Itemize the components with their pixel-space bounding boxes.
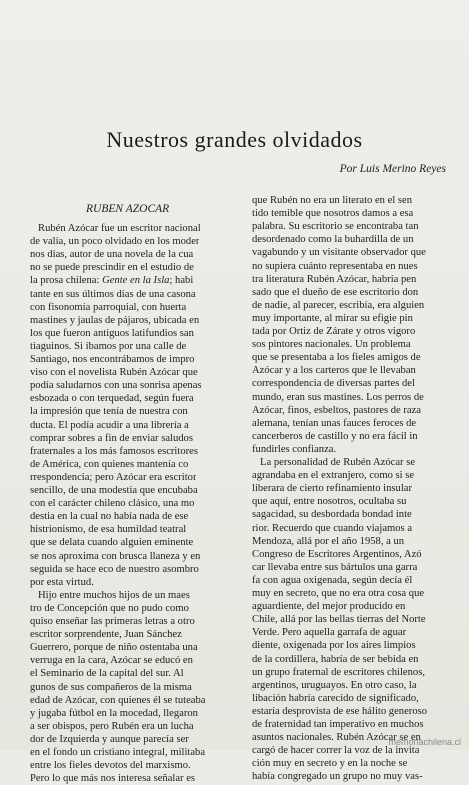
- left-column-line: de valía, un poco olvidado en los moder: [30, 236, 200, 248]
- right-column-line: sagacidad, su desbordada bondad inte: [252, 509, 412, 521]
- right-column-line: fundirles confianza.: [252, 443, 337, 455]
- right-column-line: no supiera cuánto representaba en nues: [252, 260, 418, 272]
- footer-watermark: memoriachilena.cl: [388, 737, 461, 747]
- left-column-line: la impresión que tenía de nuestra con: [30, 406, 188, 418]
- right-column-line: correspondencia de diversas partes del: [252, 378, 415, 390]
- left-column-line: seguida se hace eco de nuestro asombro: [30, 563, 199, 575]
- left-column-line: Rubén Azócar fue un escritor nacional: [38, 223, 201, 234]
- left-column-line: rrespondencia; pero Azócar era escritor: [30, 471, 197, 483]
- left-column-line: destia en la cual no había nada de ese: [30, 511, 189, 523]
- right-column-line: sado que el dueño de ese escritorio don: [252, 286, 419, 298]
- left-column-line: gunos de sus compañeros de la misma: [30, 681, 192, 693]
- right-column-line: Mendoza, allá por el año 1958, a un: [252, 535, 405, 547]
- left-column-line: sencillo, de una modestia que encubaba: [30, 485, 198, 496]
- right-column-line: mundo, eran sus mastines. Los perros de: [252, 391, 424, 403]
- article-byline: Por Luis Merino Reyes: [339, 163, 446, 175]
- left-column-line: la prosa chilena: Gente en la Isla; habi: [30, 275, 194, 287]
- left-column-line: ducta. El podía acudir a una librería a: [30, 419, 189, 431]
- right-column-line: alemana, tenían unas fauces feroces de: [252, 417, 417, 429]
- section-heading: RUBEN AZOCAR: [86, 203, 170, 215]
- left-column-line: podía saludarnos con una sonrisa apenas: [30, 380, 202, 392]
- right-column-line: Congreso de Escritores Argentinos, Azó: [252, 548, 422, 560]
- right-column-line: ción muy en secreto y en la noche se: [252, 758, 408, 770]
- right-column-line: estaría desprovista de ese hálito generoso: [252, 705, 428, 717]
- article-title: Nuestros grandes olvidados: [106, 126, 363, 152]
- left-column-line: tante en sus últimos días de una casona: [30, 288, 196, 300]
- right-column-line: Chile, allá por las bellas tierras del Norte: [252, 614, 426, 626]
- left-column-line: entre los fieles devotos del marxismo.: [30, 760, 191, 772]
- left-column-line: viso con el novelista Rubén Azócar que: [30, 367, 198, 379]
- right-column-line: cancerberos de castillo y no era fácil in: [252, 430, 418, 442]
- left-column-line: Santiago, nos encontrábamos de impro: [30, 354, 195, 365]
- right-column-line: que Rubén no era un literato en el sen: [252, 195, 413, 206]
- right-column-line: cargó de hacer correr la voz de la invita: [252, 745, 420, 757]
- right-column-line: de nadie, al parecer, escribía, era alguien: [252, 299, 425, 311]
- left-column-line: con fisonomía parroquial, con huerta: [30, 301, 187, 313]
- left-column-line: no se puede prescindir en el estudio de: [30, 262, 194, 274]
- right-column-line: vagabundo y un visitante observador que: [252, 247, 426, 259]
- right-column-line: fa con agua oxigenada, según decía él: [252, 574, 413, 586]
- right-column-line: Verde. Pero aquella garrafa de aguar: [252, 627, 407, 639]
- right-column-line: tra literatura Rubén Azócar, habría pen: [252, 273, 417, 285]
- right-column-line: tada por Ortiz de Zárate y otros vigoro: [252, 326, 416, 337]
- right-column-line: rior. Recuerdo que cuando viajamos a: [252, 522, 413, 534]
- right-column-line: agrandaba en el extranjero, como si se: [252, 470, 415, 482]
- left-column-line: nos días, autor de una novela de la cua: [30, 249, 194, 261]
- left-column-line: dor de Izquierda y aunque parecía ser: [30, 733, 189, 745]
- right-column-line: car llevaba entre sus bártulos una garra: [252, 561, 418, 573]
- left-column-line: con el carácter chileno clásico, una mo: [30, 498, 195, 510]
- right-column-line: que se presentaba a los fieles amigos de: [252, 352, 421, 364]
- left-column-line: tiaguinos. Si íbamos por una calle de: [30, 340, 187, 352]
- right-column-line: argentinos, uruguayos. En otro caso, la: [252, 679, 417, 691]
- right-column-line: que aquí, entre nosotros, ocultaba su: [252, 496, 407, 508]
- left-column-line: de América, con quienes mantenía co: [30, 458, 189, 470]
- left-column-line: tro de Concepción que no pudo como: [30, 602, 189, 614]
- left-column-line: mastines y jaulas de pájaros, ubicada en: [30, 314, 200, 326]
- right-column-line: aguardiente, del mejor producido en: [252, 601, 406, 613]
- left-column-line: Guerrero, porque de niño ostentaba una: [30, 642, 198, 654]
- right-column-line: Azócar, finos, esbeltos, pastores de raza: [252, 404, 422, 416]
- right-column-line: desordenado como la buhardilla de un: [252, 234, 414, 246]
- left-column-line: quiso enseñar las primeras letras a otro: [30, 616, 195, 627]
- right-column-line: libación habría carecido de significado,: [252, 692, 419, 704]
- left-column-line: se nos aproxima con brusca llaneza y en: [30, 550, 201, 562]
- left-column-line: Pero lo que más nos interesa señalar es: [30, 773, 196, 785]
- right-column-line: asuntos nacionales. Rubén Azócar se en: [252, 732, 421, 744]
- right-column-line: liberara de cierto refinamiento insular: [252, 483, 413, 495]
- left-column-line: los que fueron antiguos latifundios san: [30, 327, 194, 339]
- right-column-line: muy importante, al mirar su efigie pin: [252, 312, 413, 324]
- left-column-line: escritor sorprendente, Juan Sánchez: [30, 629, 182, 641]
- right-column-line: de fraternidad tan imperativo en muchos: [252, 719, 424, 730]
- left-column-line: el Seminario de la capital del sur. Al: [30, 668, 184, 680]
- left-column-line: en el fondo un cristiano integral, militaba: [30, 747, 206, 758]
- left-column-line: fraternales a los más famosos escritores: [30, 445, 198, 457]
- left-column-line: que se delata cuando alguien eminente: [30, 537, 194, 549]
- right-column-line: diente, oxigenada por los aires limpios: [252, 640, 416, 652]
- right-column-line: un grupo fraternal de escritores chilenos,: [252, 666, 425, 678]
- right-column-line: había congregado un grupo no muy vas-: [252, 771, 423, 783]
- right-column-line: muy en secreto, que no era otra cosa que: [252, 588, 425, 599]
- left-column-line: Hijo entre muchos hijos de un maes: [38, 589, 190, 601]
- left-column-line: edad de Azócar, con quienes él se tuteaba: [30, 694, 206, 706]
- right-column-line: palabra. Su escritorio se encontraba tan: [252, 221, 419, 233]
- left-column-line: histrionismo, de esa humildad teatral: [30, 524, 187, 536]
- right-column-line: sos pintores nacionales. Un problema: [252, 339, 411, 351]
- left-column-line: y jugaba fútbol en la mocedad, llegaron: [30, 707, 198, 719]
- left-column-line: comprar sobres a fin de enviar saludos: [30, 432, 193, 444]
- right-column-line: Azócar y a los carteros que le llevaban: [252, 365, 416, 377]
- right-column-line: La personalidad de Rubén Azócar se: [260, 457, 416, 468]
- left-column-line: por esta virtud.: [30, 576, 94, 588]
- left-column-line: esbozada o con terquedad, según fuera: [30, 393, 194, 405]
- right-column-line: tido temible que nosotros damos a esa: [252, 208, 414, 220]
- left-column-line: a ser obispos, pero Rubén era un lucha: [30, 720, 194, 732]
- left-column-line: verruga en la cara, Azócar se educó en: [30, 655, 193, 667]
- right-column-line: de la cordillera, habría de ser bebida en: [252, 653, 419, 665]
